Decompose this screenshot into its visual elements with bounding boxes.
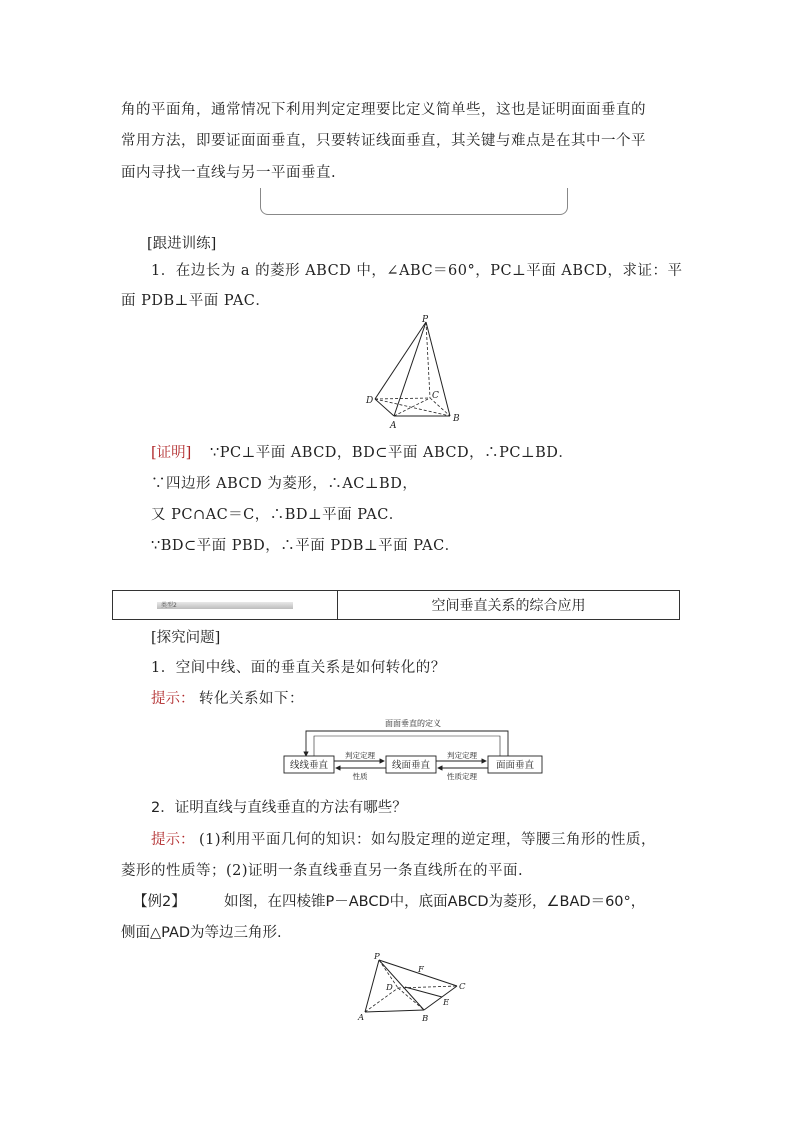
proof-line-2: ∵四边形 ABCD 为菱形，∴AC⊥BD， [151,476,418,492]
arrow-1-top-label: 判定定理 [345,751,375,760]
label-a: A [358,1013,365,1023]
label-f: F [418,965,424,975]
edge-dc [375,398,430,399]
proof-line-1: ∵PC⊥平面 ABCD，BD⊂平面 ABCD，∴PC⊥BD． [210,445,574,461]
edge-da [375,399,394,416]
practice-problem-line-2: 面 PDB⊥平面 PAC． [121,293,271,309]
hint-1: 转化关系如下： [199,691,304,707]
label-b: B [453,414,460,424]
bracket-frame [260,188,568,215]
edge-ab [365,1010,424,1012]
pyramid-figure-2 [350,950,470,1028]
diagram-box-3-label: 面面垂直 [495,760,535,771]
section-bar [112,590,680,620]
diagram-box-2-label: 线面垂直 [391,760,431,771]
label-c: C [432,391,439,401]
label-p: P [422,315,429,325]
example-line-2: 侧面△PAD为等边三角形. [121,925,282,941]
proof-tag: [证明] [151,445,192,461]
label-d: D [386,983,393,993]
definition-arrow [306,731,508,756]
practice-problem-line-1: 1．在边长为 a 的菱形 ABCD 中，∠ABC＝60°，PC⊥平面 ABCD，求证：平 [151,263,683,279]
diagram-top-label: 面面垂直的定义 [385,719,441,728]
label-e: E [443,998,450,1008]
section-tag: 类型2 [157,602,293,609]
label-d: D [366,396,374,406]
intro-line-2: 常用方法，即要证面面垂直，只要转证线面垂直，其关键与难点是在其中一个平 [121,133,646,149]
arrow-1-bottom-label: 性质 [352,772,368,780]
explore-q1: 1．空间中线、面的垂直关系是如何转化的？ [151,660,446,676]
edge-pd [375,322,426,399]
arrow-2-top-label: 判定定理 [447,751,477,760]
hint-label-1: 提示： [151,691,195,707]
hint-2-line-1: (1)利用平面几何的知识：如勾股定理的逆定理，等腰三角形的性质， [199,832,657,848]
example-tag: 【例2】 [133,894,186,910]
pyramid-figure-1 [360,312,470,430]
edge-ad [365,988,398,1012]
intro-line-3: 面内寻找一直线与另一平面垂直. [121,165,337,181]
proof-line-4: ∵BD⊂平面 PBD，∴平面 PDB⊥平面 PAC． [151,538,460,554]
explore-heading: [探究问题] [151,630,221,646]
diagram-box-1-label: 线线垂直 [289,760,329,771]
intro-line-1: 角的平面角，通常情况下利用判定定理要比定义简单些，这也是证明面面垂直的 [121,102,646,118]
explore-q2: 2．证明直线与直线垂直的方法有哪些？ [151,800,407,816]
edge-pb [426,322,450,416]
label-p: P [374,952,380,962]
proof-line-3: 又 PC∩AC＝C，∴BD⊥平面 PAC． [151,507,404,523]
edge-bc [424,986,457,1010]
edge-pa [394,322,426,416]
example-line-1: 如图，在四棱锥P－ABCD中，底面ABCD为菱形，∠BAD＝60°， [224,894,646,910]
label-b: B [422,1014,429,1024]
diag-bd [375,399,450,416]
label-a: A [390,421,397,430]
label-c: C [459,982,466,992]
practice-heading: [跟进训练] [147,236,217,252]
section-title: 空间垂直关系的综合应用 [431,598,586,614]
conversion-diagram [282,716,544,780]
hint-2-line-2: 菱形的性质等；(2)证明一条直线垂直另一条直线所在的平面. [121,863,524,879]
arrow-2-bottom-label: 性质定理 [447,772,477,780]
edge-pa [365,960,379,1012]
hint-label-2: 提示： [151,832,195,848]
